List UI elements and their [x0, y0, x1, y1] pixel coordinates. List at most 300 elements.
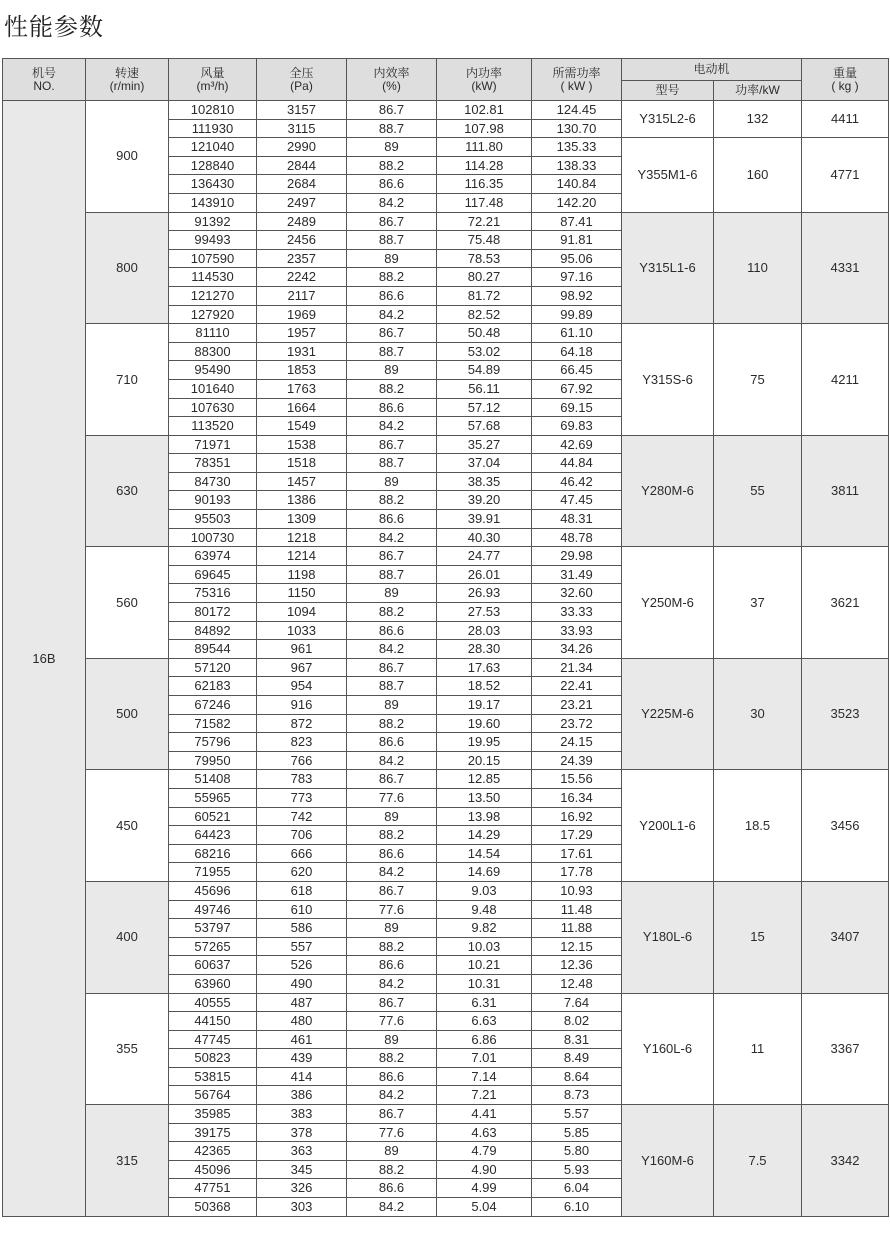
motor-power-cell: 132: [714, 101, 802, 138]
efficiency-cell: 89: [347, 1030, 437, 1049]
efficiency-cell: 89: [347, 584, 437, 603]
efficiency-cell: 88.2: [347, 603, 437, 622]
motor-model-cell: Y355M1-6: [622, 138, 714, 212]
internal-power-cell: 117.48: [437, 193, 532, 212]
internal-power-cell: 6.86: [437, 1030, 532, 1049]
internal-power-cell: 102.81: [437, 101, 532, 120]
internal-power-cell: 50.48: [437, 324, 532, 343]
required-power-cell: 23.21: [532, 696, 622, 715]
motor-power-cell: 18.5: [714, 770, 802, 882]
flow-cell: 44150: [169, 1012, 257, 1031]
flow-cell: 75316: [169, 584, 257, 603]
pressure-cell: 1518: [257, 454, 347, 473]
internal-power-cell: 19.60: [437, 714, 532, 733]
motor-power-cell: 30: [714, 658, 802, 770]
pressure-cell: 1150: [257, 584, 347, 603]
efficiency-cell: 86.7: [347, 770, 437, 789]
efficiency-cell: 84.2: [347, 751, 437, 770]
pressure-cell: 487: [257, 993, 347, 1012]
pressure-cell: 1198: [257, 565, 347, 584]
required-power-cell: 48.78: [532, 528, 622, 547]
speed-cell: 900: [86, 101, 169, 213]
header-pressure-cn: 全压: [289, 65, 314, 80]
required-power-cell: 48.31: [532, 510, 622, 529]
internal-power-cell: 114.28: [437, 156, 532, 175]
internal-power-cell: 80.27: [437, 268, 532, 287]
flow-cell: 71955: [169, 863, 257, 882]
internal-power-cell: 40.30: [437, 528, 532, 547]
efficiency-cell: 86.7: [347, 1105, 437, 1124]
efficiency-cell: 89: [347, 249, 437, 268]
efficiency-cell: 86.6: [347, 175, 437, 194]
efficiency-cell: 84.2: [347, 193, 437, 212]
internal-power-cell: 116.35: [437, 175, 532, 194]
required-power-cell: 8.02: [532, 1012, 622, 1031]
pressure-cell: 1218: [257, 528, 347, 547]
required-power-cell: 12.48: [532, 974, 622, 993]
pressure-cell: 414: [257, 1067, 347, 1086]
table-row: [3, 324, 889, 343]
header-efficiency: [347, 59, 437, 101]
required-power-cell: 135.33: [532, 138, 622, 157]
required-power-cell: 32.60: [532, 584, 622, 603]
internal-power-cell: 82.52: [437, 305, 532, 324]
header-flow: [169, 59, 257, 101]
pressure-cell: 783: [257, 770, 347, 789]
efficiency-cell: 88.2: [347, 268, 437, 287]
pressure-cell: 439: [257, 1049, 347, 1068]
required-power-cell: 42.69: [532, 435, 622, 454]
efficiency-cell: 86.6: [347, 510, 437, 529]
header-weight-unit: ( kg ): [831, 78, 859, 93]
efficiency-cell: 86.7: [347, 435, 437, 454]
efficiency-cell: 89: [347, 472, 437, 491]
motor-power-cell: 75: [714, 324, 802, 436]
flow-cell: 51408: [169, 770, 257, 789]
flow-cell: 53797: [169, 919, 257, 938]
table-row: [3, 101, 889, 120]
flow-cell: 128840: [169, 156, 257, 175]
efficiency-cell: 88.7: [347, 677, 437, 696]
efficiency-cell: 88.2: [347, 714, 437, 733]
flow-cell: 84730: [169, 472, 257, 491]
flow-cell: 69645: [169, 565, 257, 584]
efficiency-cell: 84.2: [347, 305, 437, 324]
flow-cell: 60637: [169, 956, 257, 975]
required-power-cell: 6.04: [532, 1179, 622, 1198]
header-flow-unit: (m³/h): [196, 78, 229, 93]
required-power-cell: 15.56: [532, 770, 622, 789]
required-power-cell: 5.80: [532, 1142, 622, 1161]
table-row: [3, 658, 889, 677]
header-internal-power-cn: 内功率: [465, 65, 502, 80]
required-power-cell: 17.78: [532, 863, 622, 882]
flow-cell: 47745: [169, 1030, 257, 1049]
internal-power-cell: 27.53: [437, 603, 532, 622]
header-motor: 电动机: [622, 59, 802, 81]
internal-power-cell: 9.82: [437, 919, 532, 938]
efficiency-cell: 84.2: [347, 1086, 437, 1105]
efficiency-cell: 89: [347, 1142, 437, 1161]
header-pressure: [257, 59, 347, 101]
pressure-cell: 480: [257, 1012, 347, 1031]
pressure-cell: 1033: [257, 621, 347, 640]
required-power-cell: 142.20: [532, 193, 622, 212]
flow-cell: 39175: [169, 1123, 257, 1142]
header-model-no: [3, 59, 86, 101]
internal-power-cell: 39.91: [437, 510, 532, 529]
table-row: [3, 547, 889, 566]
flow-cell: 53815: [169, 1067, 257, 1086]
internal-power-cell: 14.29: [437, 826, 532, 845]
efficiency-cell: 86.6: [347, 621, 437, 640]
weight-cell: 3523: [802, 658, 889, 770]
flow-cell: 114530: [169, 268, 257, 287]
efficiency-cell: 88.2: [347, 156, 437, 175]
efficiency-cell: 89: [347, 807, 437, 826]
required-power-cell: 29.98: [532, 547, 622, 566]
flow-cell: 57120: [169, 658, 257, 677]
efficiency-cell: 88.2: [347, 937, 437, 956]
speed-cell: 560: [86, 547, 169, 659]
internal-power-cell: 28.30: [437, 640, 532, 659]
flow-cell: 95503: [169, 510, 257, 529]
required-power-cell: 11.48: [532, 900, 622, 919]
flow-cell: 75796: [169, 733, 257, 752]
flow-cell: 68216: [169, 844, 257, 863]
speed-cell: 630: [86, 435, 169, 547]
internal-power-cell: 111.80: [437, 138, 532, 157]
weight-cell: 3407: [802, 881, 889, 993]
pressure-cell: 961: [257, 640, 347, 659]
efficiency-cell: 88.2: [347, 491, 437, 510]
internal-power-cell: 26.01: [437, 565, 532, 584]
pressure-cell: 461: [257, 1030, 347, 1049]
required-power-cell: 124.45: [532, 101, 622, 120]
weight-cell: 3367: [802, 993, 889, 1105]
header-required-power-unit: ( kW ): [560, 78, 593, 93]
weight-cell: 3342: [802, 1105, 889, 1217]
internal-power-cell: 14.69: [437, 863, 532, 882]
flow-cell: 90193: [169, 491, 257, 510]
flow-cell: 47751: [169, 1179, 257, 1198]
flow-cell: 71582: [169, 714, 257, 733]
flow-cell: 56764: [169, 1086, 257, 1105]
internal-power-cell: 6.63: [437, 1012, 532, 1031]
flow-cell: 49746: [169, 900, 257, 919]
flow-cell: 35985: [169, 1105, 257, 1124]
efficiency-cell: 89: [347, 696, 437, 715]
motor-model-cell: Y280M-6: [622, 435, 714, 547]
internal-power-cell: 24.77: [437, 547, 532, 566]
flow-cell: 91392: [169, 212, 257, 231]
efficiency-cell: 84.2: [347, 863, 437, 882]
internal-power-cell: 20.15: [437, 751, 532, 770]
efficiency-cell: 84.2: [347, 417, 437, 436]
flow-cell: 121040: [169, 138, 257, 157]
pressure-cell: 610: [257, 900, 347, 919]
internal-power-cell: 10.21: [437, 956, 532, 975]
header-weight: [802, 59, 889, 101]
flow-cell: 63960: [169, 974, 257, 993]
flow-cell: 45696: [169, 881, 257, 900]
required-power-cell: 138.33: [532, 156, 622, 175]
internal-power-cell: 13.98: [437, 807, 532, 826]
internal-power-cell: 19.95: [437, 733, 532, 752]
flow-cell: 40555: [169, 993, 257, 1012]
required-power-cell: 33.33: [532, 603, 622, 622]
flow-cell: 64423: [169, 826, 257, 845]
efficiency-cell: 77.6: [347, 788, 437, 807]
flow-cell: 42365: [169, 1142, 257, 1161]
internal-power-cell: 14.54: [437, 844, 532, 863]
table-row: [3, 435, 889, 454]
pressure-cell: 303: [257, 1198, 347, 1217]
required-power-cell: 31.49: [532, 565, 622, 584]
motor-model-cell: Y160L-6: [622, 993, 714, 1105]
speed-cell: 500: [86, 658, 169, 770]
internal-power-cell: 4.79: [437, 1142, 532, 1161]
page-title: 性能参数: [4, 13, 104, 41]
required-power-cell: 8.49: [532, 1049, 622, 1068]
motor-power-cell: 7.5: [714, 1105, 802, 1217]
internal-power-cell: 13.50: [437, 788, 532, 807]
flow-cell: 60521: [169, 807, 257, 826]
pressure-cell: 967: [257, 658, 347, 677]
pressure-cell: 1094: [257, 603, 347, 622]
flow-cell: 45096: [169, 1160, 257, 1179]
efficiency-cell: 86.6: [347, 956, 437, 975]
internal-power-cell: 5.04: [437, 1198, 532, 1217]
weight-cell: 4771: [802, 138, 889, 212]
pressure-cell: 2497: [257, 193, 347, 212]
weight-cell: 3621: [802, 547, 889, 659]
internal-power-cell: 75.48: [437, 231, 532, 250]
required-power-cell: 61.10: [532, 324, 622, 343]
motor-model-cell: Y315L1-6: [622, 212, 714, 324]
table-row: [3, 212, 889, 231]
flow-cell: 71971: [169, 435, 257, 454]
efficiency-cell: 86.6: [347, 1067, 437, 1086]
required-power-cell: 24.39: [532, 751, 622, 770]
table-row: [3, 770, 889, 789]
pressure-cell: 386: [257, 1086, 347, 1105]
header-internal-power-unit: (kW): [471, 78, 497, 93]
efficiency-cell: 88.2: [347, 1049, 437, 1068]
efficiency-cell: 88.7: [347, 119, 437, 138]
efficiency-cell: 84.2: [347, 974, 437, 993]
speed-cell: 315: [86, 1105, 169, 1217]
efficiency-cell: 77.6: [347, 900, 437, 919]
efficiency-cell: 84.2: [347, 640, 437, 659]
internal-power-cell: 4.90: [437, 1160, 532, 1179]
required-power-cell: 8.31: [532, 1030, 622, 1049]
pressure-cell: 1664: [257, 398, 347, 417]
efficiency-cell: 86.6: [347, 1179, 437, 1198]
flow-cell: 107590: [169, 249, 257, 268]
internal-power-cell: 10.31: [437, 974, 532, 993]
required-power-cell: 140.84: [532, 175, 622, 194]
required-power-cell: 11.88: [532, 919, 622, 938]
pressure-cell: 620: [257, 863, 347, 882]
pressure-cell: 742: [257, 807, 347, 826]
efficiency-cell: 86.6: [347, 844, 437, 863]
header-pressure-unit: (Pa): [290, 78, 313, 93]
flow-cell: 79950: [169, 751, 257, 770]
header-weight-cn: 重量: [833, 65, 858, 80]
motor-power-cell: 55: [714, 435, 802, 547]
flow-cell: 67246: [169, 696, 257, 715]
internal-power-cell: 37.04: [437, 454, 532, 473]
pressure-cell: 1853: [257, 361, 347, 380]
pressure-cell: 1214: [257, 547, 347, 566]
internal-power-cell: 53.02: [437, 342, 532, 361]
required-power-cell: 5.57: [532, 1105, 622, 1124]
weight-cell: 4211: [802, 324, 889, 436]
header-efficiency-unit: (%): [382, 78, 401, 93]
pressure-cell: 2357: [257, 249, 347, 268]
header-model-no-cn: 机号: [31, 65, 56, 80]
pressure-cell: 2684: [257, 175, 347, 194]
required-power-cell: 97.16: [532, 268, 622, 287]
pressure-cell: 706: [257, 826, 347, 845]
required-power-cell: 21.34: [532, 658, 622, 677]
flow-cell: 113520: [169, 417, 257, 436]
pressure-cell: 1457: [257, 472, 347, 491]
required-power-cell: 130.70: [532, 119, 622, 138]
motor-model-cell: Y315L2-6: [622, 101, 714, 138]
speed-cell: 450: [86, 770, 169, 882]
speed-cell: 400: [86, 881, 169, 993]
required-power-cell: 69.83: [532, 417, 622, 436]
required-power-cell: 22.41: [532, 677, 622, 696]
motor-power-cell: 37: [714, 547, 802, 659]
table-body: [3, 101, 889, 1217]
flow-cell: 57265: [169, 937, 257, 956]
header-required-power-cn: 所需功率: [552, 65, 601, 80]
flow-cell: 102810: [169, 101, 257, 120]
efficiency-cell: 86.7: [347, 324, 437, 343]
pressure-cell: 2489: [257, 212, 347, 231]
required-power-cell: 24.15: [532, 733, 622, 752]
efficiency-cell: 86.7: [347, 547, 437, 566]
pressure-cell: 326: [257, 1179, 347, 1198]
table-row: [3, 993, 889, 1012]
flow-cell: 55965: [169, 788, 257, 807]
pressure-cell: 2117: [257, 286, 347, 305]
internal-power-cell: 18.52: [437, 677, 532, 696]
required-power-cell: 8.73: [532, 1086, 622, 1105]
efficiency-cell: 86.6: [347, 286, 437, 305]
pressure-cell: 2456: [257, 231, 347, 250]
pressure-cell: 916: [257, 696, 347, 715]
flow-cell: 78351: [169, 454, 257, 473]
internal-power-cell: 39.20: [437, 491, 532, 510]
internal-power-cell: 17.63: [437, 658, 532, 677]
motor-power-cell: 15: [714, 881, 802, 993]
speed-cell: 710: [86, 324, 169, 436]
internal-power-cell: 9.48: [437, 900, 532, 919]
efficiency-cell: 88.7: [347, 454, 437, 473]
header-efficiency-cn: 内效率: [373, 65, 410, 80]
flow-cell: 80172: [169, 603, 257, 622]
pressure-cell: 2990: [257, 138, 347, 157]
efficiency-cell: 89: [347, 138, 437, 157]
internal-power-cell: 12.85: [437, 770, 532, 789]
pressure-cell: 1549: [257, 417, 347, 436]
header-flow-cn: 风量: [200, 65, 225, 80]
flow-cell: 136430: [169, 175, 257, 194]
flow-cell: 107630: [169, 398, 257, 417]
required-power-cell: 16.34: [532, 788, 622, 807]
efficiency-cell: 77.6: [347, 1123, 437, 1142]
table-header: [3, 59, 889, 101]
motor-power-cell: 11: [714, 993, 802, 1105]
required-power-cell: 66.45: [532, 361, 622, 380]
efficiency-cell: 89: [347, 919, 437, 938]
pressure-cell: 345: [257, 1160, 347, 1179]
internal-power-cell: 81.72: [437, 286, 532, 305]
required-power-cell: 5.93: [532, 1160, 622, 1179]
header-speed: [86, 59, 169, 101]
internal-power-cell: 54.89: [437, 361, 532, 380]
motor-power-cell: 110: [714, 212, 802, 324]
pressure-cell: 490: [257, 974, 347, 993]
efficiency-cell: 86.7: [347, 212, 437, 231]
flow-cell: 50823: [169, 1049, 257, 1068]
required-power-cell: 17.29: [532, 826, 622, 845]
efficiency-cell: 86.6: [347, 398, 437, 417]
internal-power-cell: 72.21: [437, 212, 532, 231]
pressure-cell: 557: [257, 937, 347, 956]
required-power-cell: 8.64: [532, 1067, 622, 1086]
pressure-cell: 2242: [257, 268, 347, 287]
efficiency-cell: 88.7: [347, 565, 437, 584]
pressure-cell: 586: [257, 919, 347, 938]
required-power-cell: 67.92: [532, 379, 622, 398]
motor-model-cell: Y250M-6: [622, 547, 714, 659]
internal-power-cell: 4.41: [437, 1105, 532, 1124]
pressure-cell: 526: [257, 956, 347, 975]
required-power-cell: 12.15: [532, 937, 622, 956]
internal-power-cell: 38.35: [437, 472, 532, 491]
flow-cell: 88300: [169, 342, 257, 361]
pressure-cell: 872: [257, 714, 347, 733]
required-power-cell: 91.81: [532, 231, 622, 250]
required-power-cell: 98.92: [532, 286, 622, 305]
internal-power-cell: 7.14: [437, 1067, 532, 1086]
required-power-cell: 99.89: [532, 305, 622, 324]
internal-power-cell: 19.17: [437, 696, 532, 715]
table-row: [3, 1105, 889, 1124]
internal-power-cell: 7.21: [437, 1086, 532, 1105]
pressure-cell: 1538: [257, 435, 347, 454]
pressure-cell: 1969: [257, 305, 347, 324]
flow-cell: 121270: [169, 286, 257, 305]
header-required-power: [532, 59, 622, 101]
internal-power-cell: 35.27: [437, 435, 532, 454]
required-power-cell: 33.93: [532, 621, 622, 640]
required-power-cell: 34.26: [532, 640, 622, 659]
required-power-cell: 6.10: [532, 1198, 622, 1217]
header-internal-power: [437, 59, 532, 101]
pressure-cell: 3157: [257, 101, 347, 120]
efficiency-cell: 88.7: [347, 342, 437, 361]
internal-power-cell: 4.99: [437, 1179, 532, 1198]
required-power-cell: 87.41: [532, 212, 622, 231]
motor-model-cell: Y315S-6: [622, 324, 714, 436]
internal-power-cell: 28.03: [437, 621, 532, 640]
